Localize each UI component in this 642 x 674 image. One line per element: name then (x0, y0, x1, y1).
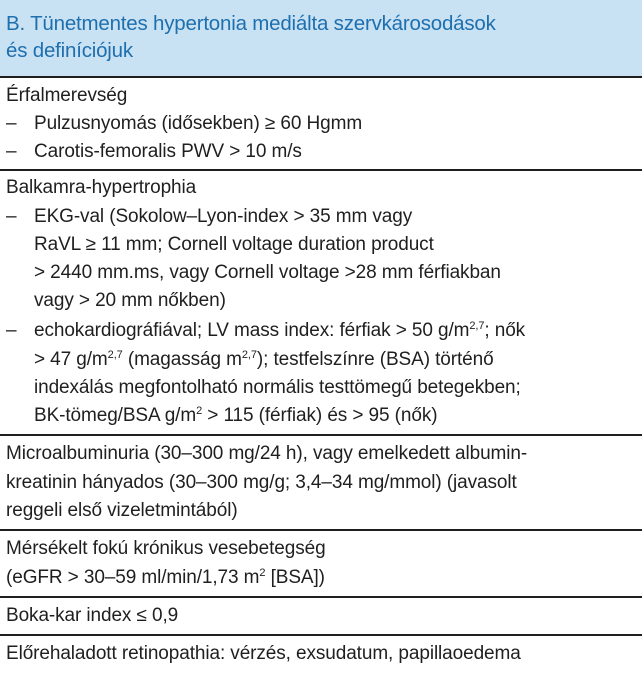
list-item: Pulzusnyomás (idősekben) ≥ 60 Hgmm (34, 113, 363, 134)
dash: – (6, 113, 17, 134)
dash: – (6, 206, 17, 227)
list-item: vagy > 20 mm nőkben) (34, 290, 226, 311)
list-item: > 2440 mm.ms, vagy Cornell voltage >28 mm férfiakban (34, 262, 501, 283)
section-heading-arterial: Érfalmerevség (6, 85, 128, 106)
list-item: EKG-val (Sokolow–Lyon-index > 35 mm vagy (34, 206, 413, 227)
microalbuminuria-line: Microalbuminuria (30–300 mg/24 h), vagy emelkedett albumin- (6, 443, 528, 464)
section-heading-lvh: Balkamra-hypertrophia (6, 177, 197, 198)
list-item: BK-tömeg/BSA $g/m^2 > 115$ (férfiak) és > 95 (nők) (34, 405, 438, 426)
divider (0, 596, 642, 598)
dash: – (6, 320, 17, 341)
list-item: Carotis-femoralis PWV > 10 m/s (34, 141, 302, 162)
list-item: RaVL ≥ 11 mm; Cornell voltage duration product (34, 234, 434, 255)
list-item: indexálás megfontolható normális testtömegű betegekben; (34, 377, 521, 398)
dash: – (6, 141, 17, 162)
list-item: > 47 $g/m^{2,7}$ (magasság $m^{2,7}$); testfelszínre (BSA) történő (34, 349, 494, 370)
abi-line: Boka-kar index ≤ 0,9 (6, 605, 179, 626)
divider (0, 634, 642, 636)
divider (0, 76, 642, 78)
list-item: echokardiográfiával; LV mass index: férfiak > 50 $g/m^{2,7}$; nők (34, 320, 526, 341)
microalbuminuria-line: kreatinin hányados (30–300 mg/g; 3,4–34 mg/mmol) (javasolt (6, 472, 517, 493)
divider (0, 434, 642, 436)
title-line-1: B. Tünetmentes hypertonia mediálta szervkárosodások (6, 12, 496, 35)
microalbuminuria-line: reggeli első vizeletmintából) (6, 500, 238, 521)
table-header (0, 0, 642, 76)
divider (0, 529, 642, 531)
ckd-line: Mérsékelt fokú krónikus vesebetegség (6, 538, 326, 559)
title-line-2: és definíciójuk (6, 39, 133, 62)
divider (0, 169, 642, 171)
ckd-line: (eGFR > 30–59 ml/min/1,73 $m^2$ [BSA]) (6, 567, 325, 588)
retinopathy-line: Előrehaladott retinopathia: vérzés, exsudatum, papillaoedema (6, 643, 521, 664)
